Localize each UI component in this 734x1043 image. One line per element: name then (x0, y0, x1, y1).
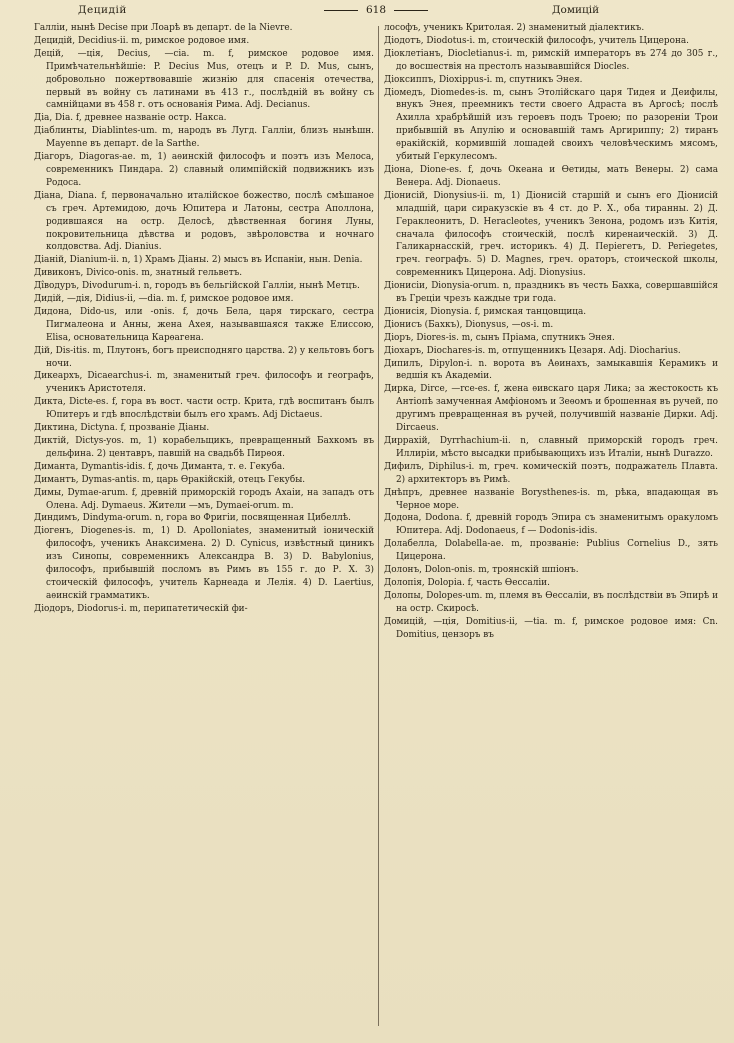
header-rule-left (324, 10, 358, 11)
dictionary-entry: Діонисъ (Бахкъ), Dionysus, —os-i. m. (384, 319, 554, 330)
dictionary-entry: Діаблинты, Diablintes-um. m, народъ въ Лугд. Галліи, близъ нынѣшн. Mayenne въ департ. de la Sarthe. (34, 126, 374, 150)
dictionary-entry: Диррахій, Dyrrhachium-ii. n, славный приморскій городъ греч. Иллиріи, мѣсто высадки прибывающихъ изъ Италіи, нынѣ Durazzo. (384, 436, 718, 459)
dictionary-entry: Діагоръ, Diagoras-ae. m, 1) аѳинскій философъ и поэтъ изъ Мелоса, современникъ Пиндара. 2) славный олимпійскій подвижникъ изъ Родоса. (34, 152, 374, 188)
dictionary-entry: Діана, Diana. f, первоначально италійское божество, послѣ смѣшаное съ греч. Артемидою, дочь Юпитера и Латоны, сестра Аполлона, родившаяся на остр. Делосѣ, дѣвственная богиня Луны, покровительница дѣвства и родовъ, звѣроловства и ночнаго колдовства. Adj. Dianius. (34, 190, 374, 253)
dictionary-entry: Дикта, Dicte-es. f, гора въ вост. части остр. Крита, гдѣ воспитанъ былъ Юпитеръ и гдѣ впослѣдствіи былъ его храмъ. Adj Dictaeus. (34, 397, 374, 421)
running-header (0, 2, 734, 20)
header-page-number-group (316, 4, 436, 16)
dictionary-entry: Діодоръ, Diodorus-i. m, перипатетическій фи- (34, 603, 248, 614)
dictionary-entry: Дидона, Dido-us, или -onis. f, дочь Бела, царя тирскаго, сестра Пигмалеона и Анны, жена Ахея, называвшаяся также Елиссою, Elisa, основательница Карѳагена. (34, 306, 374, 343)
dictionary-entry: Децій, —ція, Decius, —cia. m. f, римское родовое имя. Примѣчательнѣйшіе: P. Decius Mus, отецъ и P. D. Mus, сынъ, добровольно пожертвовавшіе жизнію для спасенія отечества, первый въ войну съ латинами въ 413 г., послѣдній въ войну съ самнійцами въ 458 г. отъ основанія Рима. Adj. Decianus. (34, 48, 374, 111)
dictionary-entry: Діодотъ, Diodotus-i. m, стоическій философъ, учитель Цицерона. (384, 35, 689, 46)
dictionary-entry: Діоксиппъ, Dioxippus-i. m, спутникъ Энея. (384, 74, 583, 85)
dictionary-entry: Діонисія, Dionysia. f, римская танцовщица. (384, 306, 587, 317)
dictionary-entry: Димы, Dymae-arum. f, древній приморскій городъ Ахаіи, на западъ отъ Олена. Adj. Dymaeus. Жители —мъ, Dymaei-orum. m. (34, 487, 374, 511)
dictionary-entry: Діоклетіанъ, Diocletianus-i. m, римскій императоръ въ 274 до 305 г., до восшествія на престолъ называвшійся Diocles. (384, 48, 718, 72)
header-left-word: Децидій (78, 4, 127, 16)
dictionary-entry: Домицій, —ція, Domitius-ii, —tia. m. f, римское родовое имя: Cn. Domitius, цензоръ въ (384, 616, 718, 640)
dictionary-entry: Долонъ, Dolon-onis. m, троянскій шпіонъ. (384, 565, 579, 576)
dictionary-entry: Додона, Dodona. f, древній городъ Эпира съ знаменитымъ оракуломъ Юпитера. Adj. Dodonaeus, f — Dodonis-idis. (384, 513, 718, 537)
dictionary-entry: Галліи, нынѣ Decise при Лоарѣ въ департ. de la Nievre. (34, 23, 293, 33)
page-number: 618 (366, 4, 387, 16)
right-column (384, 22, 718, 1034)
dictionary-entry: Діоръ, Diores-is. m, сынъ Пріама, спутникъ Энея. (384, 332, 615, 343)
header-rule-right (394, 10, 428, 11)
dictionary-entry: лософъ, ученикъ Критолая. 2) знаменитый діалектикъ. (384, 23, 645, 33)
dictionary-entry: Диманта, Dymantis-idis. f, дочь Диманта, т. е. Гекуба. (34, 461, 285, 472)
dictionary-entry: Диктій, Dictys-yos. m, 1) корабельщикъ, превращенный Бахкомъ въ дельфина. 2) центавръ, павшій на свадьбѣ Пирѳоя. (34, 436, 374, 459)
dictionary-entry: Долабелла, Dolabella-ae. m, прозваніе: Publius Cornelius D., зять Цицерона. (384, 539, 718, 563)
dictionary-entry: Діа, Dia. f, древнее названіе остр. Накса. (34, 113, 227, 124)
column-divider (378, 26, 379, 1026)
dictionary-entry: Децидій, Decidius-ii. m, римское родовое имя. (34, 35, 250, 46)
dictionary-entry: Діона, Dione-es. f, дочь Океана и Ѳетиды, мать Венеры. 2) сама Венера. Adj. Dionaeus. (384, 164, 718, 188)
dictionary-entry: Дикеархъ, Dicaearchus-i. m, знаменитый греч. философъ и географъ, ученикъ Аристотеля. (34, 371, 374, 395)
dictionary-entry: Діогенъ, Diogenes-is. m, 1) D. Apolloniates, знаменитый іоническій философъ, ученикъ Анаксимена. 2) D. Cynicus, извѣстный циникъ изъ Синопы, современникъ Александра В. 3) D. Babylonius, философъ, прибывшій посломъ въ Римъ въ 155 г. до Р. Х. 3) стоическій философъ, учитель Карнеада и Лелія. 4) D. Laertius, аѳинскій грамматикъ. (34, 526, 374, 601)
dictionary-entry: Діонисій, Dionysius-ii. m, 1) Діонисій старшій и сынъ его Діонисій младшій, цари сиракузскіе въ 4 ст. до Р. Х., оба тиранны. 2) Д. Гераклеонитъ, D. Heracleotes, ученикъ Зенона, родомъ изъ Китія, сначала философъ стоическій, послѣ киренаическій. 3) Д. Галикарнасскій, греч. историкъ. 4) Д. Періегетъ, D. Periegetes, греч. географъ. 5) D. Magnes, греч. ораторъ, стоической школы, современникъ Цицерона. Adj. Dionysius. (384, 190, 718, 279)
dictionary-entry: Дифилъ, Diphilus-i. m, греч. комическій поэтъ, подражатель Плавта. 2) архитекторъ въ Римѣ. (384, 461, 718, 485)
header-right-word: Домицій (552, 4, 600, 16)
dictionary-entry: Долопія, Dolopia. f, часть Ѳессаліи. (384, 577, 550, 588)
dictionary-entry: Дидій, —дія, Didius-ii, —dia. m. f, римское родовое имя. (34, 294, 294, 305)
dictionary-entry: Дивиконъ, Divico-onis. m, знатный гельветъ. (34, 268, 243, 279)
dictionary-entry: Діомедъ, Diomedes-is. m, сынъ Этолійскаго царя Тидея и Деифилы, внукъ Энея, преемникъ тести своего Адраста въ Аргосѣ; послѣ Ахилла храбрѣйшій изъ героевъ подъ Троею; по разореніи Трои прибывшій въ Апулію и основавшій тамъ Аргириппу; 2) тиранъ ѳракійскій, кормившій лошадей своихъ человѣческимъ мясомъ, убитый Геркулесомъ. (384, 87, 718, 163)
dictionary-entry: Дипилъ, Dipylon-i. n. ворота въ Аѳинахъ, замыкавшія Керамикъ и ведшія къ Академіи. (384, 358, 718, 382)
dictionary-entry: Днѣпръ, древнее названіе Borysthenes-is. m, рѣка, впадающая въ Черное море. (384, 487, 718, 511)
dictionary-entry: Дîводуръ, Divodurum-i. n, городъ въ бельгійской Галліи, нынѣ Метцъ. (34, 281, 360, 292)
dictionary-entry: Димантъ, Dymas-antis. m, царь Ѳракійскій, отецъ Гекубы. (34, 474, 306, 485)
dictionary-entry: Дирка, Dirce, —rce-es. f, жена ѳивскаго царя Лика; за жестокость къ Антіопѣ замученная Амфіономъ и Зеѳомъ и брошенная въ ручей, по другимъ превращенная въ ручей, получившій названіе Дирки. Adj. Dircaeus. (384, 384, 718, 434)
dictionary-entry: Долопы, Dolopes-um. m, племя въ Ѳессаліи, въ послѣдствіи въ Эпирѣ и на остр. Скиросѣ. (384, 590, 718, 614)
dictionary-entry: Діонисіи, Dionysia-orum. n, праздникъ въ честь Бахка, совершавшійся въ Греціи чрезъ каждые три года. (384, 281, 718, 305)
dictionary-entry: Диктина, Dictyna. f, прозваніе Діаны. (34, 423, 210, 434)
dictionary-entry: Диндимъ, Dindyma-orum. n, гора во Фригіи, посвященная Цибеллѣ. (34, 513, 351, 524)
dictionary-entry: Дій, Dis-itis. m, Плутонъ, богъ преисподняго царства. 2) у кельтовъ богъ ночи. (34, 345, 374, 369)
dictionary-entry: Діохаръ, Diochares-is. m, отпущенникъ Цезаря. Adj. Diocharius. (384, 345, 681, 356)
dictionary-entry: Діаній, Dianium-ii. n, 1) Храмъ Діаны. 2) мысъ въ Испаніи, нын. Denia. (34, 255, 363, 266)
left-column (34, 22, 374, 1034)
